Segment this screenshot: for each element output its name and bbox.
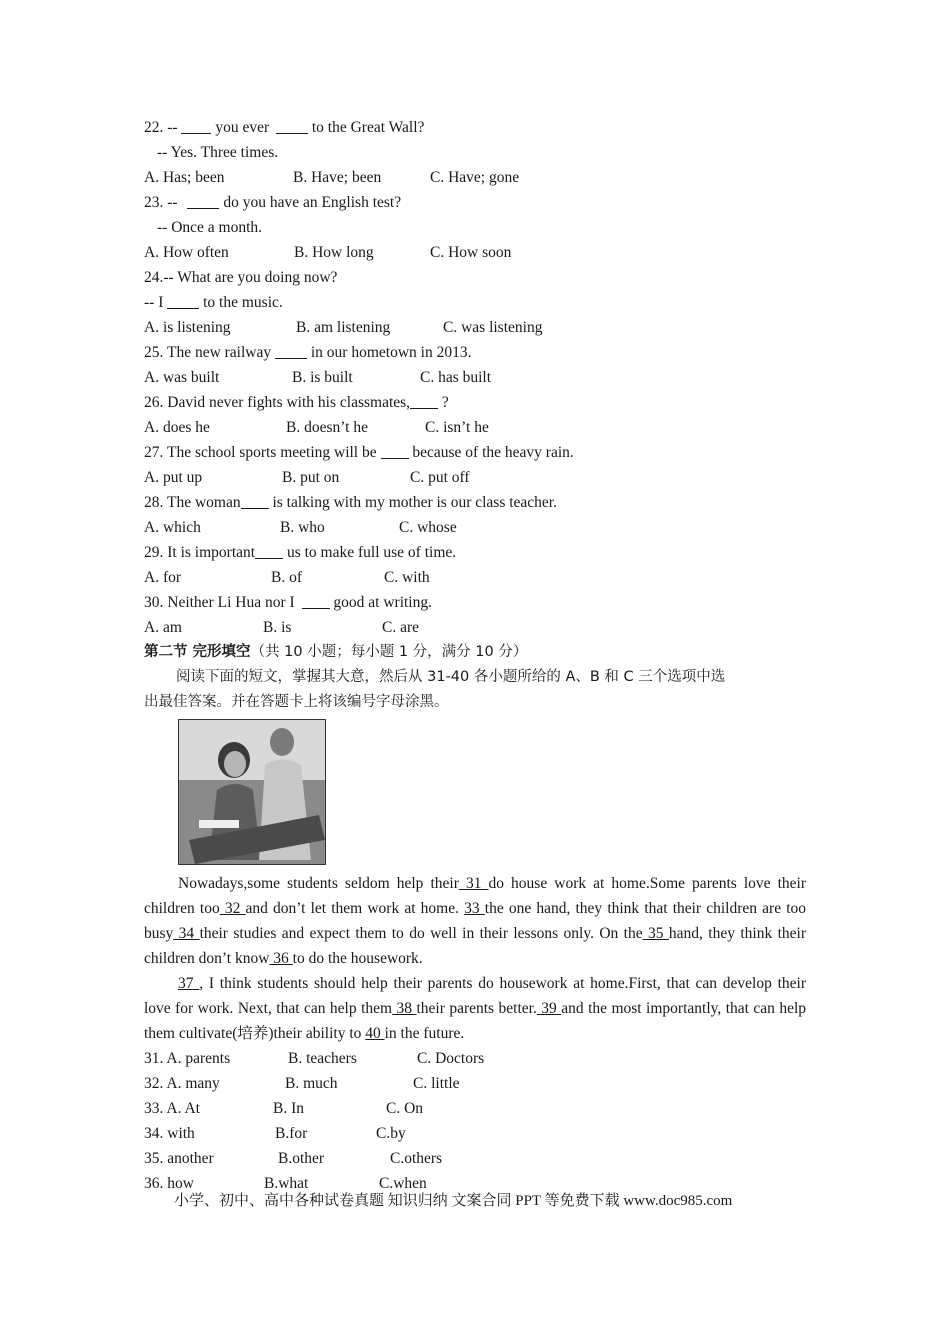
passage-blank-40: 40: [365, 1025, 385, 1042]
passage-blank-38: 38: [392, 1000, 417, 1017]
option-a: 31. A. parents: [144, 1050, 231, 1067]
question-27-options: [144, 465, 806, 490]
passage-blank-33: 33: [464, 900, 485, 917]
question-25-options: [144, 365, 806, 390]
option-b: B. teachers: [288, 1050, 357, 1067]
option-b: B. is built: [292, 369, 353, 386]
answer-blank: [302, 592, 330, 609]
question-25-stem: 25. The new railway in our hometown in 2013.: [144, 344, 472, 361]
question-35-options: [144, 1146, 806, 1171]
passage-blank-32: 32: [219, 900, 246, 917]
question-23-stem: 23. -- do you have an English test?: [144, 194, 402, 211]
option-c: C. Have; gone: [430, 169, 520, 186]
question-33-options: [144, 1096, 806, 1121]
question-22-options: [144, 165, 806, 190]
option-a: 36. how: [144, 1175, 194, 1192]
question-26-stem: 26. David never fights with his classmates, ?: [144, 394, 449, 411]
passage-blank-36: 36: [269, 950, 293, 967]
passage-blank-39: 39: [536, 1000, 562, 1017]
option-c: C.when: [379, 1175, 427, 1192]
section-2-instruction: 阅读下面的短文，掌握其大意，然后从 31-40 各小题所给的 A、B 和 C 三个选项中选: [176, 669, 726, 685]
section-2-instruction-cont: 出最佳答案。并在答题卡上将该编号字母涂黑。: [144, 694, 449, 710]
question-24-stem: 24.-- What are you doing now?: [144, 269, 338, 286]
option-c: C. are: [382, 619, 420, 636]
passage-blank-37: 37: [178, 975, 200, 992]
people-photo-icon: [179, 720, 325, 864]
option-a: 33. A. At: [144, 1100, 200, 1117]
question-28-stem: 28. The woman is talking with my mother is our class teacher.: [144, 494, 557, 511]
question-34-options: [144, 1121, 806, 1146]
question-22-stem: 22. -- you ever to the Great Wall?: [144, 119, 425, 136]
question-32-options: [144, 1071, 806, 1096]
answer-blank: [276, 117, 308, 134]
option-a: 35. another: [144, 1150, 214, 1167]
option-b: B. is: [263, 619, 292, 636]
question-26-options: [144, 415, 806, 440]
section-2-heading: [144, 640, 806, 665]
option-b: B. How long: [294, 244, 374, 261]
option-c: C. with: [384, 569, 430, 586]
passage-paragraph-1: Nowadays,some students seldom help their 31 do house work at home.Some parents love their children too 32 and don’t let them work at home. 33 the one hand, they think that their children are too busy 34 their studies and expect them to do well in their lessons only. On the 35 hand, they think their children don’t know 36 to do the housework.: [144, 875, 807, 967]
section-title: 第二节 完形填空: [144, 644, 251, 660]
option-b: B.for: [275, 1125, 308, 1142]
exam-page: [144, 115, 806, 1196]
option-c: C.others: [390, 1150, 443, 1167]
passage-blank-35: 35: [642, 925, 669, 942]
option-b: B. put on: [282, 469, 340, 486]
passage-blank-31: 31: [458, 875, 489, 892]
question-28-options: [144, 515, 806, 540]
option-b: B. Have; been: [293, 169, 382, 186]
answer-blank: [255, 542, 283, 559]
passage-photo: [178, 719, 326, 865]
option-b: B. doesn’t he: [286, 419, 368, 436]
question-30-options: [144, 615, 806, 640]
question-29-stem: 29. It is important us to make full use of time.: [144, 544, 457, 561]
option-c: C. was listening: [443, 319, 543, 336]
option-c: C. Doctors: [417, 1050, 485, 1067]
answer-blank: [381, 442, 409, 459]
option-a: A. was built: [144, 369, 220, 386]
question-23-options: [144, 240, 806, 265]
question-22-reply: -- Yes. Three times.: [157, 144, 279, 161]
option-a: 34. with: [144, 1125, 195, 1142]
option-a: A. which: [144, 519, 201, 536]
answer-blank: [181, 117, 211, 134]
passage-blank-34: 34: [173, 925, 200, 942]
question-24-options: [144, 315, 806, 340]
option-c: C.by: [376, 1125, 406, 1142]
answer-blank: [241, 492, 269, 509]
option-b: B. of: [271, 569, 302, 586]
option-a: A. does he: [144, 419, 210, 436]
question-24-reply: -- I to the music.: [144, 294, 283, 311]
option-c: C. isn’t he: [425, 419, 489, 436]
option-c: C. whose: [399, 519, 457, 536]
option-a: A. am: [144, 619, 182, 636]
answer-blank: [410, 392, 438, 409]
question-23-reply: -- Once a month.: [157, 219, 263, 236]
option-a: A. is listening: [144, 319, 231, 336]
option-a: A. for: [144, 569, 182, 586]
answer-blank: [275, 342, 307, 359]
option-a: A. How often: [144, 244, 229, 261]
option-b: B. much: [285, 1075, 338, 1092]
option-c: C. little: [413, 1075, 460, 1092]
question-30-stem: 30. Neither Li Hua nor I good at writing.: [144, 594, 432, 611]
option-a: A. put up: [144, 469, 203, 486]
option-b: B. In: [273, 1100, 304, 1117]
question-31-options: [144, 1046, 806, 1071]
section-scoring: （共 10 小题；每小题 1 分，满分 10 分）: [250, 644, 528, 660]
question-27-stem: 27. The school sports meeting will be because of the heavy rain.: [144, 444, 574, 461]
option-a: 32. A. many: [144, 1075, 220, 1092]
option-b: B. am listening: [296, 319, 391, 336]
question-29-options: [144, 565, 806, 590]
option-b: B. who: [280, 519, 325, 536]
option-c: C. has built: [420, 369, 492, 386]
option-c: C. On: [386, 1100, 424, 1117]
passage-paragraph-2: 37 , I think students should help their parents do housework at home.First, that can develop their love for work. Next, that can help them 38 their parents better. 39 and the most importantly, that can help them cultivate(培养)their ability to 40 in the future.: [144, 975, 807, 1042]
answer-blank: [187, 192, 219, 209]
option-b: B.other: [278, 1150, 325, 1167]
answer-blank: [167, 292, 199, 309]
option-a: A. Has; been: [144, 169, 225, 186]
option-b: B.what: [264, 1175, 309, 1192]
option-c: C. put off: [410, 469, 470, 486]
page-footer: 小学、初中、高中各种试卷真题 知识归纳 文案合同 PPT 等免费下载 www.doc985.com: [174, 1193, 733, 1209]
option-c: C. How soon: [430, 244, 512, 261]
